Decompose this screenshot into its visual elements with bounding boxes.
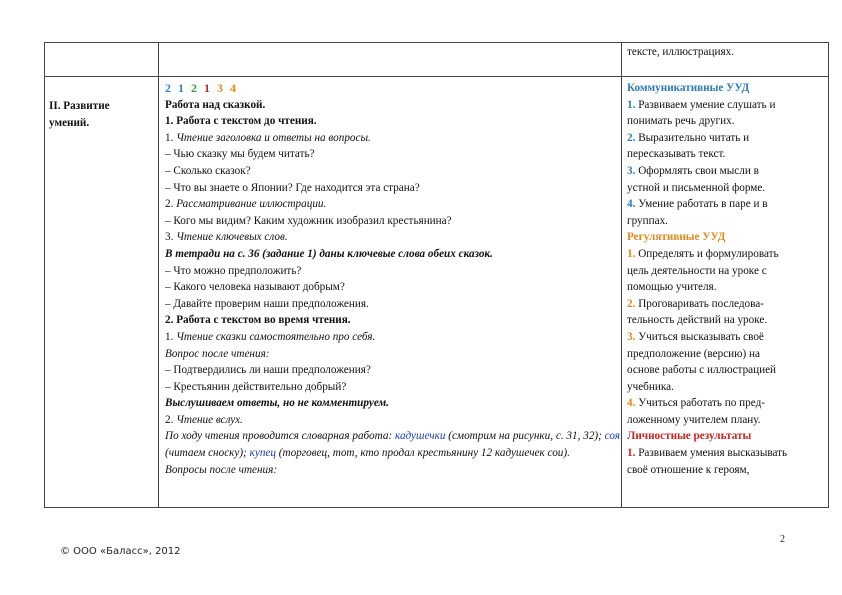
question-line: – Подтвердились ли наши предположения? xyxy=(165,364,371,377)
uud-item: 4. Умение работать в паре и в xyxy=(627,198,768,211)
question-line: – Какого человека называют добрым? xyxy=(165,281,345,294)
text-line: 3. Чтение ключевых слов. xyxy=(165,231,288,244)
keyword: купец xyxy=(249,447,276,460)
question-line: – Сколько сказок? xyxy=(165,164,251,177)
question-line: – Что вы знаете о Японии? Где находится эта страна? xyxy=(165,181,420,194)
uud-heading: Регулятивные УУД xyxy=(627,231,726,244)
vocab-paragraph: По ходу чтения проводится словарная работа: кадушечки (смотрим на рисунки, с. 31, 32); соя (читаем сноску); купец (торговец, тот, кто продал крестьянину 12 кадушечек сои). xyxy=(165,430,621,460)
section-heading: Работа над сказкой. xyxy=(165,98,266,111)
keyword: соя xyxy=(604,430,621,443)
row-divider xyxy=(45,76,828,77)
question-line: – Крестьянин действительно добрый? xyxy=(165,380,347,393)
column-divider xyxy=(621,43,622,507)
number-codes xyxy=(165,80,620,97)
question-line: – Давайте проверим наши предположения. xyxy=(165,297,369,310)
uud-item: 1. Развиваем умение слушать и xyxy=(627,98,776,111)
question-line: – Кого мы видим? Каким художник изобразил крестьянина? xyxy=(165,214,452,227)
uud-item-cont: тельность действий на уроке. xyxy=(627,314,768,327)
code-number: 1 xyxy=(204,81,212,95)
text-line: Вопрос после чтения: xyxy=(165,347,270,360)
top-right-cell: тексте, иллюстрациях. xyxy=(627,46,734,58)
lesson-table xyxy=(44,42,829,508)
uud-item: 1. Определять и формулировать xyxy=(627,247,779,260)
code-number: 4 xyxy=(230,81,238,95)
text-line: В тетради на с. 36 (задание 1) даны ключевые слова обеих сказок. xyxy=(165,247,493,260)
activity-cell xyxy=(165,80,620,478)
text-line: 1. Чтение сказки самостоятельно про себя. xyxy=(165,330,376,343)
code-number: 3 xyxy=(217,81,225,95)
step-heading: 2. Работа с текстом во время чтения. xyxy=(165,314,351,327)
uud-item: 2. Выразительно читать и xyxy=(627,131,750,144)
text-line: Вопросы после чтения: xyxy=(165,463,278,476)
uud-heading: Коммуникативные УУД xyxy=(627,82,750,94)
uud-item-cont: ложенному учителем плану. xyxy=(627,413,761,426)
question-line: – Что можно предположить? xyxy=(165,264,302,277)
uud-item: 2. Проговаривать последова- xyxy=(627,297,764,310)
text-line: 2. Чтение вслух. xyxy=(165,413,243,426)
uud-item-cont: своё отношение к героям, xyxy=(627,463,750,476)
stage-line: II. Развитие xyxy=(49,100,110,112)
uud-item-cont: учебника. xyxy=(627,380,674,393)
stage-line: умений. xyxy=(49,116,90,129)
code-number: 2 xyxy=(191,81,199,95)
uud-item: 3. Учиться высказывать своё xyxy=(627,330,764,343)
uud-item: 4. Учиться работать по пред- xyxy=(627,397,766,410)
uud-cell xyxy=(627,80,825,478)
uud-item-cont: понимать речь других. xyxy=(627,115,735,128)
step-heading: 1. Работа с текстом до чтения. xyxy=(165,115,317,128)
uud-heading: Личностные результаты xyxy=(627,430,752,443)
code-number: 2 xyxy=(165,81,173,95)
page-number: 2 xyxy=(780,534,785,545)
uud-item-cont: цель деятельности на уроке с xyxy=(627,264,767,277)
keyword: кадушечки xyxy=(394,430,446,443)
uud-item-cont: группах. xyxy=(627,214,668,227)
text-line: 2. Рассматривание иллюстрации. xyxy=(165,198,327,211)
code-number: 1 xyxy=(178,81,186,95)
uud-item-cont: помощью учителя. xyxy=(627,281,717,294)
text-line: 1. Чтение заголовка и ответы на вопросы. xyxy=(165,131,371,144)
question-line: – Чью сказку мы будем читать? xyxy=(165,148,315,161)
stage-cell xyxy=(49,98,159,131)
uud-item-cont: предположение (версию) на xyxy=(627,347,760,360)
text-line: Выслушиваем ответы, но не комментируем. xyxy=(165,397,389,410)
uud-item: 1. Развиваем умения высказывать xyxy=(627,447,788,460)
copyright-footer: © ООО «Баласс», 2012 xyxy=(60,546,181,557)
uud-item-cont: основе работы с иллюстрацией xyxy=(627,364,777,377)
uud-item-cont: устной и письменной форме. xyxy=(627,181,766,194)
uud-item-cont: пересказывать текст. xyxy=(627,148,726,161)
uud-item: 3. Оформлять свои мысли в xyxy=(627,164,759,177)
